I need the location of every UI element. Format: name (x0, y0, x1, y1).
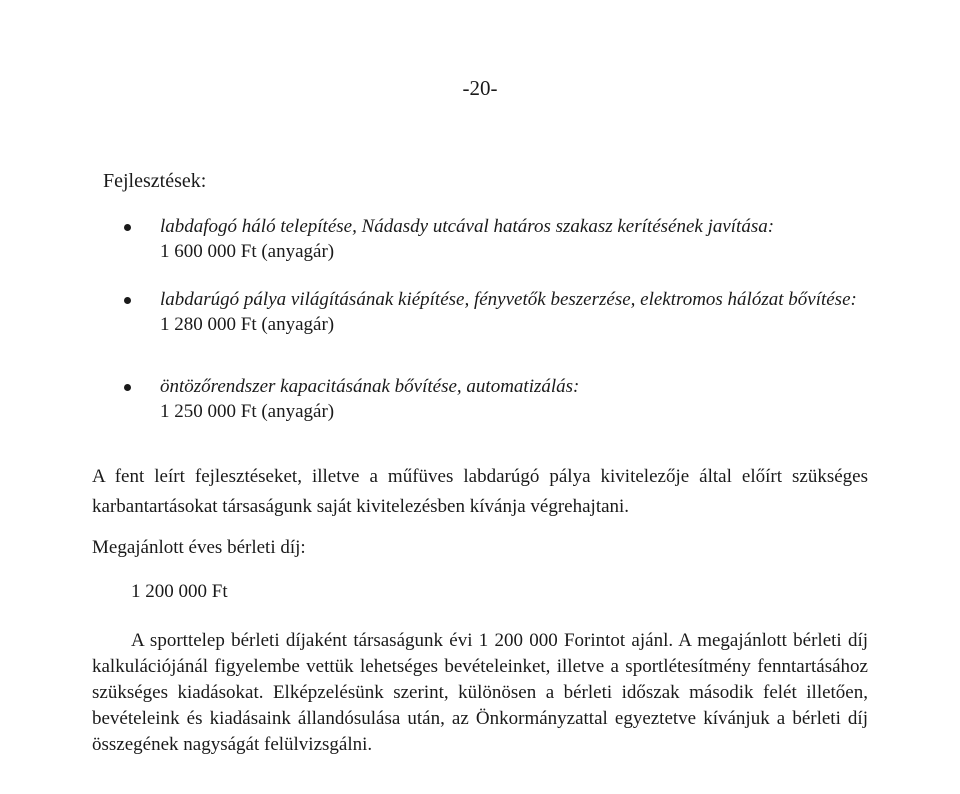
list-item (0, 215, 868, 288)
page-number: -20- (462, 76, 498, 100)
bullet-dot-icon (124, 224, 131, 231)
maintenance-paragraph: A fent leírt fejlesztéseket, illetve a műfüves labdarúgó pálya kivitelezője által előírt szükséges karbantartásokat társaságunk saját kivitelezésben kívánja végrehajtani. (92, 466, 868, 517)
section-heading: Fejlesztések: (103, 170, 207, 192)
development-list (0, 215, 960, 425)
list-item-title: labdafogó háló telepítése, Nádasdy utcával határos szakasz kerítésének javítása: (160, 216, 775, 237)
list-item-cost: 1 280 000 Ft (anyagár) (160, 313, 335, 335)
list-item (0, 375, 868, 425)
offer-paragraph: A sporttelep bérleti díjaként társaságunk évi 1 200 000 Forintot ajánl. A megajánlott bérleti díj kalkulációjánál figyelembe vettük lehetséges bevételeinket, illetve a sportlétesítmény fenntartásához szükséges kiadásokat. Elképzelésünk szerint, különösen a bérleti időszak második felét illetően, bevételeink és kiadásaink állandósulása után, az Önkormányzattal egyeztetve kívánjuk a bérleti díj összegének nagyságát felülvizsgálni. (92, 630, 868, 755)
fee-label: Megajánlott éves bérleti díj: (92, 537, 306, 558)
list-item-cost: 1 600 000 Ft (anyagár) (160, 240, 335, 262)
fee-value: 1 200 000 Ft (131, 581, 228, 602)
bullet-dot-icon (124, 297, 131, 304)
list-item-title: öntözőrendszer kapacitásának bővítése, automatizálás: (160, 376, 580, 397)
list-item (0, 288, 868, 375)
bullet-dot-icon (124, 384, 131, 391)
list-item-cost: 1 250 000 Ft (anyagár) (160, 400, 335, 422)
list-item-title: labdarúgó pálya világításának kiépítése, fényvetők beszerzése, elektromos hálózat bővítése: (160, 289, 857, 310)
